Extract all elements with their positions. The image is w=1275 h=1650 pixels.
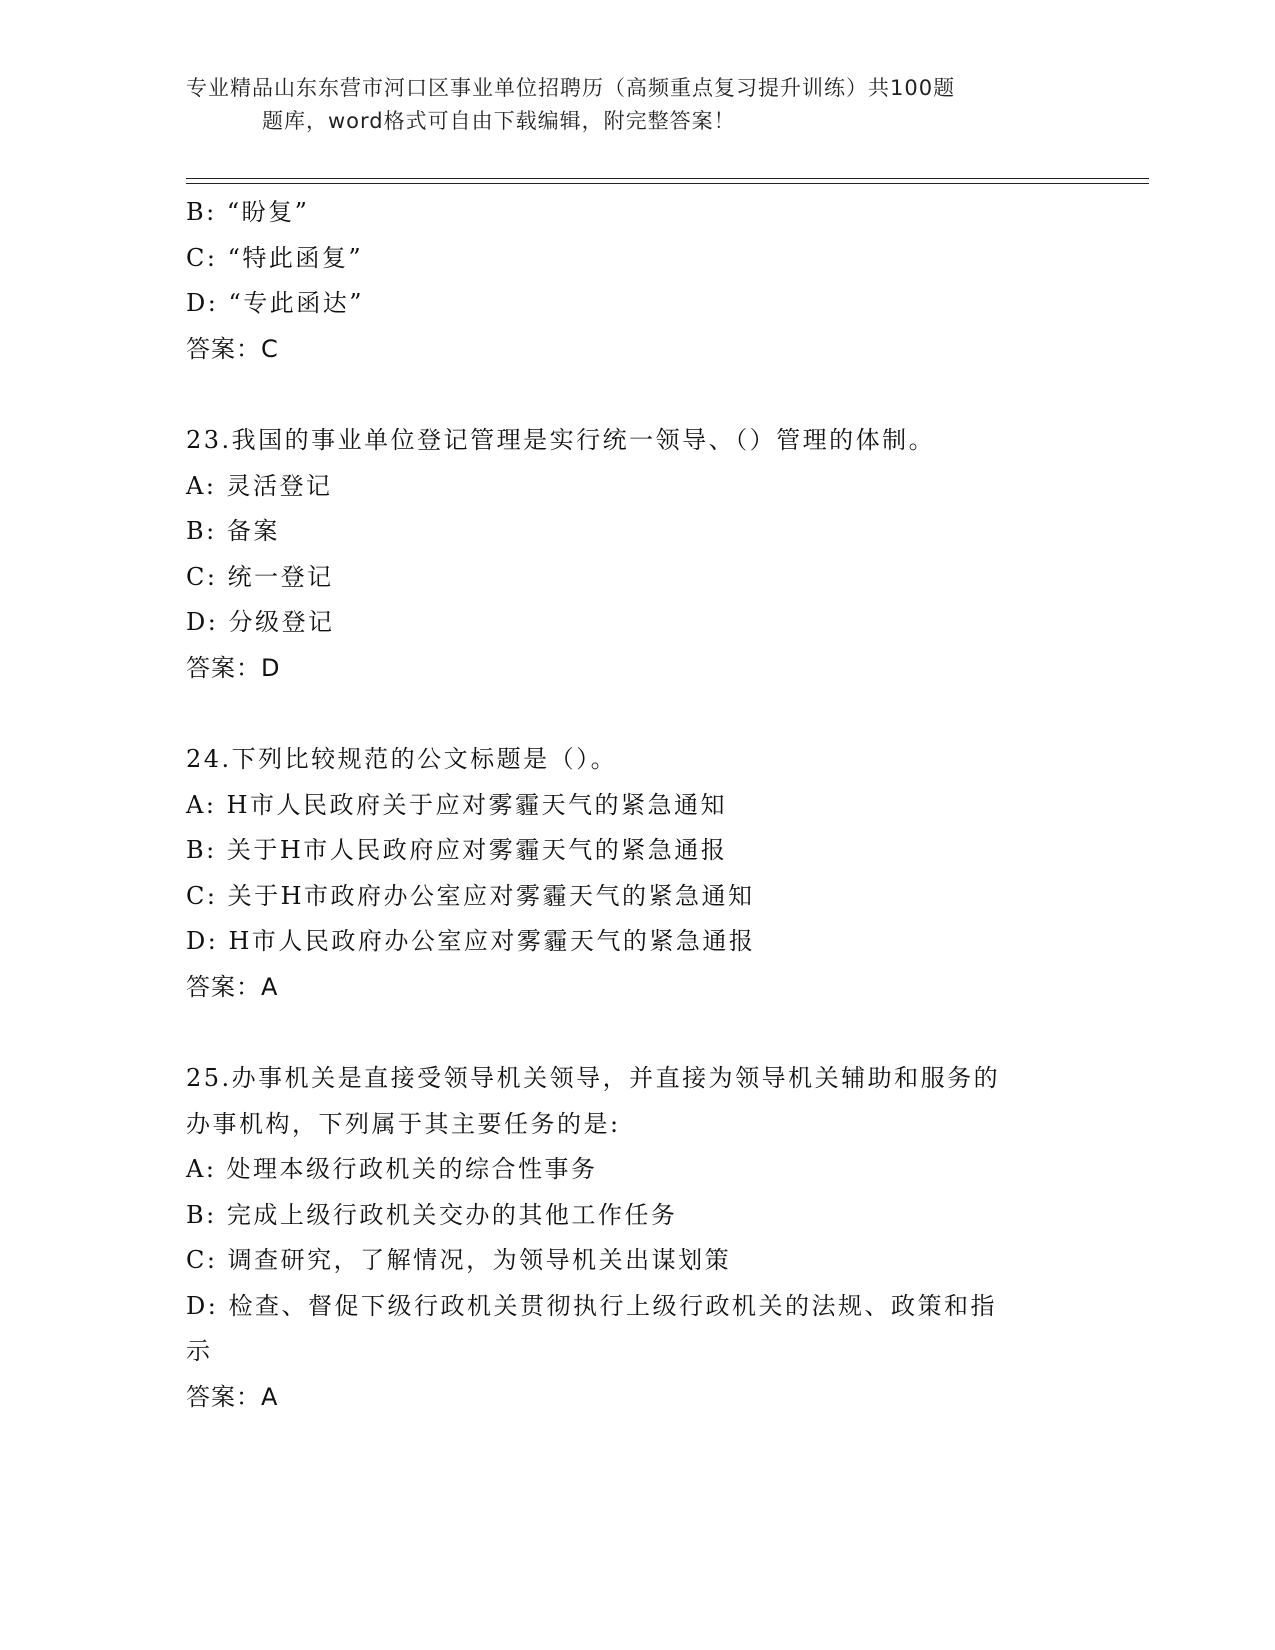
option-d: D: “专此函达” — [186, 289, 364, 317]
answer-line: 答案：C — [186, 334, 279, 363]
option-c: C: 调查研究，了解情况，为领导机关出谋划策 — [186, 1246, 732, 1274]
question-25-stem-line1: 25.办事机关是直接受领导机关领导，并直接为领导机关辅助和服务的 — [186, 1064, 1001, 1092]
question-23-block — [186, 418, 1086, 691]
option-a: A: 处理本级行政机关的综合性事务 — [186, 1155, 598, 1183]
option-a: A: H市人民政府关于应对雾霾天气的紧急通知 — [186, 790, 727, 819]
header-divider-top — [186, 178, 1149, 179]
option-b: B: “盼复” — [186, 198, 310, 226]
spacer — [186, 1010, 1086, 1056]
question-24-stem: 24.下列比较规范的公文标题是（）。 — [186, 745, 618, 773]
option-c: C: 关于H市政府办公室应对雾霾天气的紧急通知 — [186, 881, 755, 910]
option-d: D: 分级登记 — [186, 608, 335, 636]
prev-question-block — [186, 190, 1086, 372]
option-c: C: 统一登记 — [186, 562, 334, 591]
option-a: A: 灵活登记 — [186, 471, 333, 500]
option-b: B: 关于H市人民政府应对雾霾天气的紧急通报 — [186, 836, 728, 864]
question-25-stem-line2: 办事机构，下列属于其主要任务的是: — [186, 1109, 621, 1138]
question-25-block — [186, 1056, 1086, 1420]
option-d-line1: D: 检查、督促下级行政机关贯彻执行上级行政机关的法规、政策和指 — [186, 1291, 997, 1320]
answer-line: 答案：A — [186, 1382, 279, 1411]
spacer — [186, 372, 1086, 418]
header-divider-bottom — [186, 183, 1149, 184]
question-content — [186, 190, 1086, 1420]
answer-line: 答案：D — [186, 653, 281, 682]
option-d-line2: 示 — [186, 1337, 213, 1365]
question-24-block — [186, 737, 1086, 1010]
question-23-stem: 23.我国的事业单位登记管理是实行统一领导、（）管理的体制。 — [186, 426, 936, 454]
option-b: B: 备案 — [186, 517, 280, 545]
option-c: C: “特此函复” — [186, 243, 364, 272]
answer-line: 答案：A — [186, 972, 279, 1001]
document-header — [186, 72, 1066, 138]
option-d: D: H市人民政府办公室应对雾霾天气的紧急通报 — [186, 927, 756, 955]
spacer — [186, 691, 1086, 737]
header-title-line1: 专业精品山东东营市河口区事业单位招聘历（高频重点复习提升训练）共100题 — [186, 76, 956, 100]
header-title-line2: 题库，word格式可自由下载编辑，附完整答案！ — [262, 109, 736, 133]
option-b: B: 完成上级行政机关交办的其他工作任务 — [186, 1200, 678, 1229]
